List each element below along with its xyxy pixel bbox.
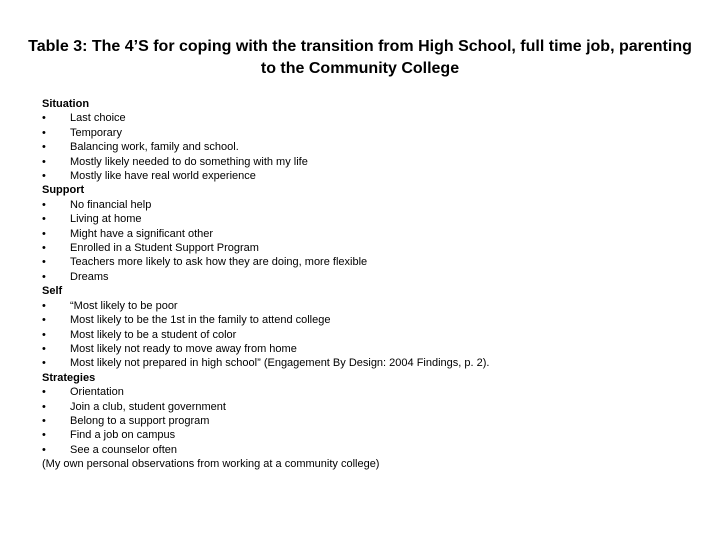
section-heading: Strategies [42, 371, 96, 384]
list-item: • See a counselor often [42, 443, 178, 456]
list-item: • Mostly like have real world experience [42, 170, 256, 183]
bullet-icon: • [42, 314, 46, 327]
list-item: • Most likely not ready to move away from home [42, 342, 297, 355]
list-item: • Temporary [42, 126, 122, 139]
section-heading: Support [42, 184, 85, 197]
list-item: • Orientation [42, 386, 124, 399]
bullet-icon: • [42, 155, 46, 168]
bullet-icon: • [42, 227, 46, 240]
list-item: • No financial help [42, 198, 152, 211]
list-item: • Balancing work, family and school. [42, 141, 239, 154]
bullet-icon: • [42, 328, 46, 341]
section-heading: Self [42, 285, 63, 298]
list-item: • Teachers more likely to ask how they are doing, more flexible [42, 256, 368, 269]
list-item: • Find a job on campus [42, 429, 176, 442]
bullet-icon: • [42, 357, 46, 370]
list-item: • Living at home [42, 213, 142, 226]
section-heading: Situation [42, 98, 90, 110]
section-situation [42, 97, 692, 183]
list-item: • Most likely to be a student of color [42, 328, 237, 341]
list-item: • Most likely to be the 1st in the family to attend college [42, 314, 331, 327]
bullet-icon: • [42, 270, 46, 283]
bullet-icon: • [42, 443, 46, 456]
bullet-icon: • [42, 242, 46, 255]
list-item: • Might have a significant other [42, 227, 214, 240]
bullet-icon: • [42, 170, 46, 183]
section-support [42, 183, 692, 284]
list-item: • Join a club, student government [42, 400, 226, 413]
list-item: • Enrolled in a Student Support Program [42, 242, 259, 255]
bullet-icon: • [42, 429, 46, 442]
list-item: • Most likely not prepared in high school” (Engagement By Design: 2004 Findings, p. 2). [42, 357, 490, 370]
bullet-icon: • [42, 126, 46, 139]
list-item: • Mostly likely needed to do something with my life [42, 155, 308, 168]
bullet-icon: • [42, 414, 46, 427]
list-item: • Last choice [42, 112, 126, 125]
list-item: • Dreams [42, 270, 109, 283]
list-item: • “Most likely to be poor [42, 299, 178, 312]
section-strategies [42, 371, 692, 457]
bullet-icon: • [42, 198, 46, 211]
bullet-icon: • [42, 299, 46, 312]
list-item: • Belong to a support program [42, 414, 210, 427]
bullet-icon: • [42, 342, 46, 355]
bullet-icon: • [42, 386, 46, 399]
content-body [42, 97, 692, 472]
table-title: Table 3: The 4’S for coping with the transition from High School, full time job, parenting to the Community College [28, 38, 692, 77]
bullet-icon: • [42, 213, 46, 226]
bullet-icon: • [42, 112, 46, 125]
bullet-icon: • [42, 256, 46, 269]
bullet-icon: • [42, 141, 46, 154]
footnote: (My own personal observations from working at a community college) [42, 458, 380, 471]
section-self [42, 284, 692, 370]
bullet-icon: • [42, 400, 46, 413]
